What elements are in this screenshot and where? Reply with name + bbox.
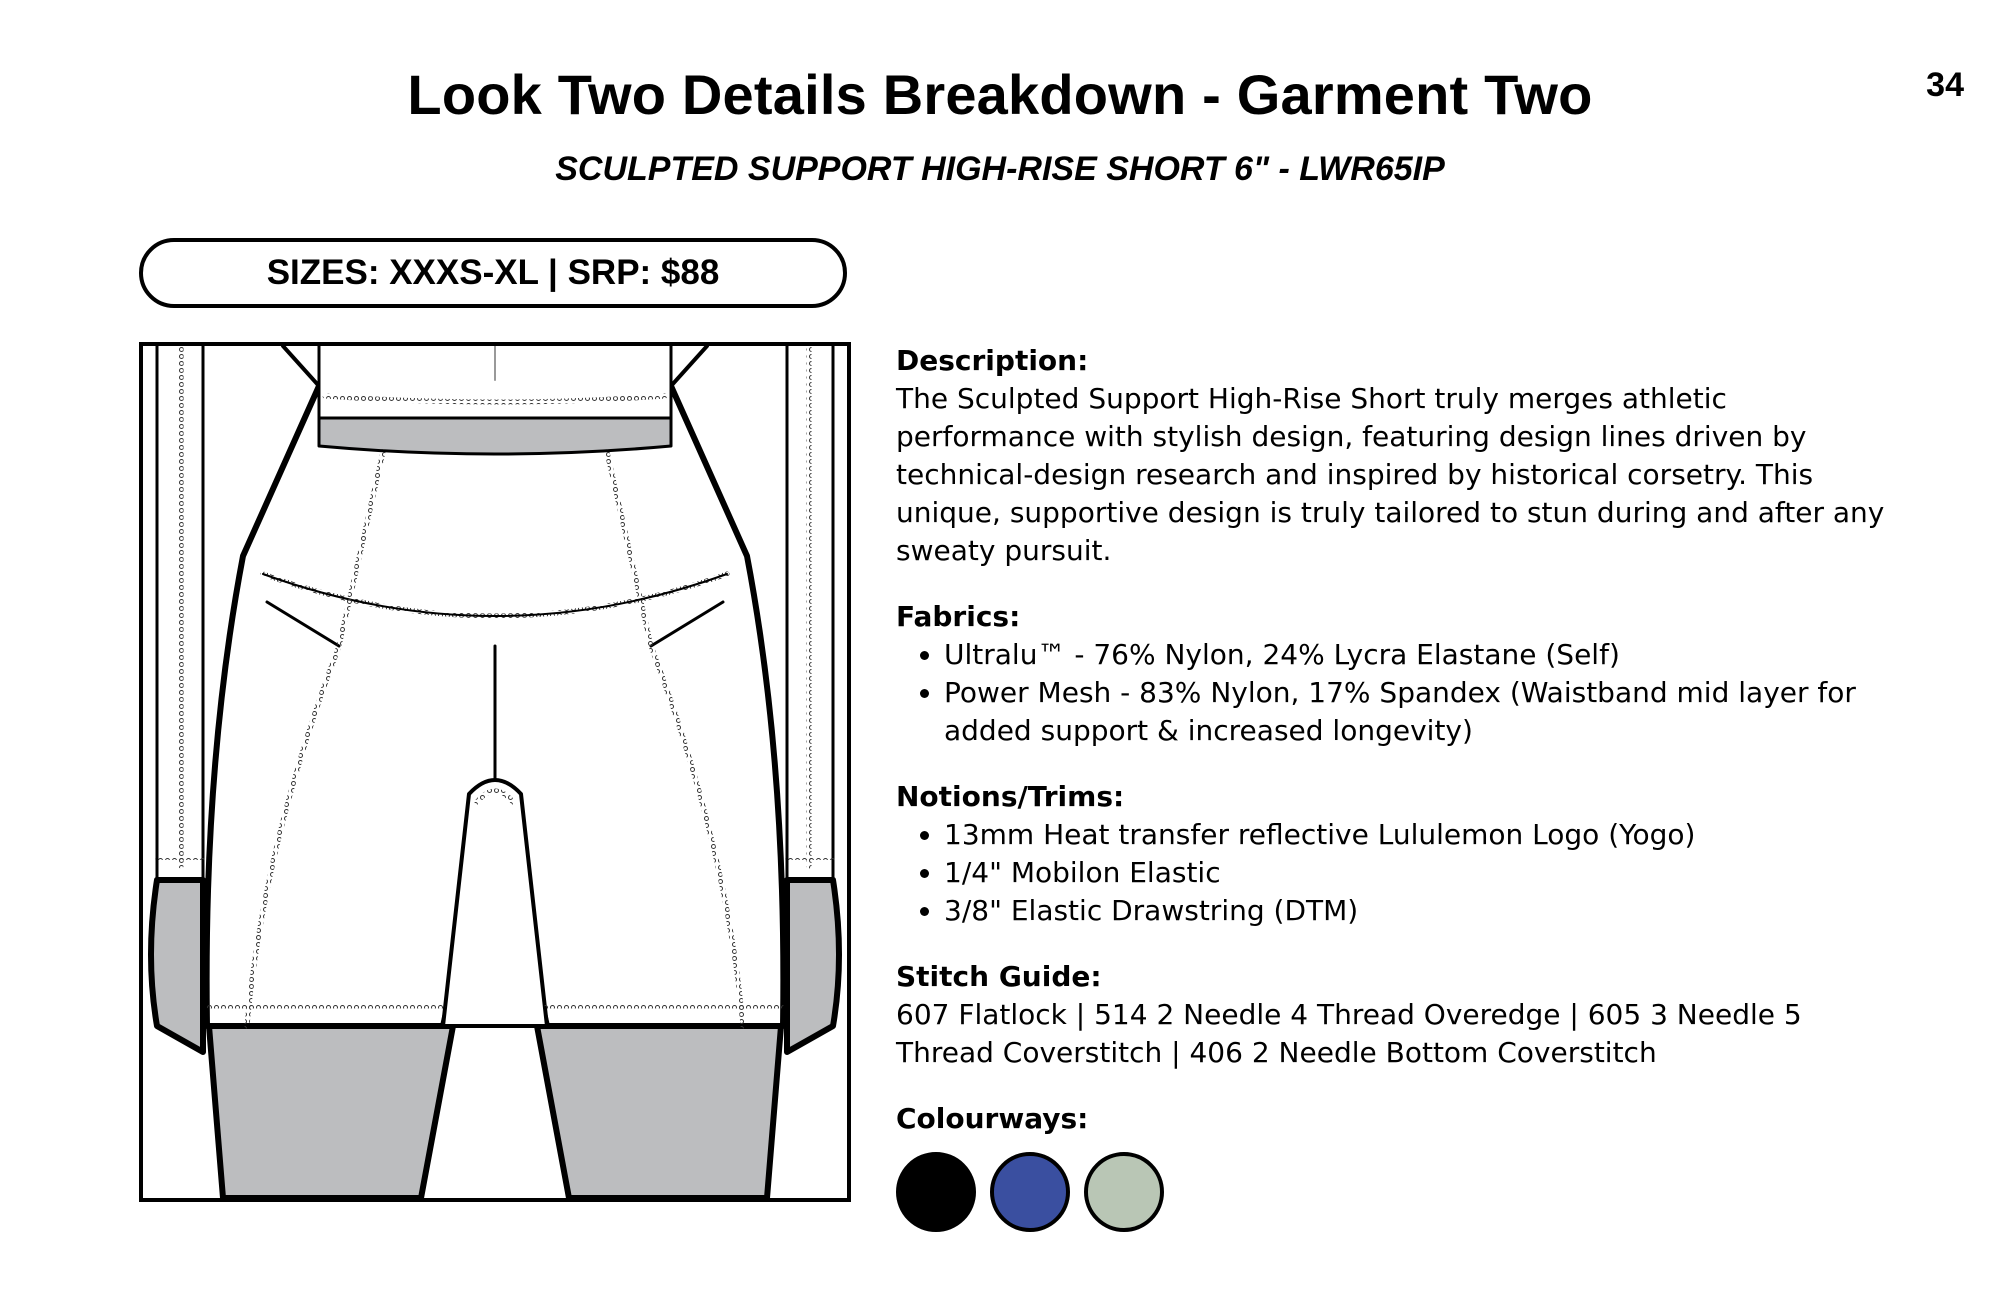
notions-section	[896, 778, 1896, 930]
notions-heading: Notions/Trims:	[896, 780, 1125, 813]
sizes-price-badge	[139, 238, 847, 308]
fabrics-heading: Fabrics:	[896, 600, 1021, 633]
description-section	[896, 342, 1896, 570]
stitch-guide-section	[896, 958, 1896, 1072]
colour-swatch-black	[896, 1152, 976, 1232]
colourway-swatches	[896, 1152, 1896, 1232]
notion-item: • 13mm Heat transfer reflective Lululemon Logo (Yogo)	[944, 816, 1896, 854]
page-number: 34	[1926, 66, 1964, 104]
page-title: Look Two Details Breakdown - Garment Two	[407, 63, 1593, 126]
fabrics-list	[896, 636, 1896, 750]
description-heading: Description:	[896, 344, 1089, 377]
description-text: The Sculpted Support High-Rise Short truly merges athletic performance with stylish design, featuring design lines driven by technical-design research and inspired by historical corsetry. This unique, supportive design is truly tailored to stun during and after any sweaty pursuit.	[896, 382, 1885, 567]
colour-swatch-blue	[990, 1152, 1070, 1232]
stitch-guide-heading: Stitch Guide:	[896, 960, 1102, 993]
fabric-item: • Ultralu™ - 76% Nylon, 24% Lycra Elastane (Self)	[944, 636, 1896, 674]
stitch-guide-text: 607 Flatlock | 514 2 Needle 4 Thread Overedge | 605 3 Needle 5 Thread Coverstitch | 406 2 Needle Bottom Coverstitch	[896, 998, 1802, 1069]
colour-swatch-sage	[1084, 1152, 1164, 1232]
sizes-price-text: SIZES: XXXS-XL | SRP: $88	[266, 253, 720, 292]
notion-item: • 1/4" Mobilon Elastic	[944, 854, 1896, 892]
garment-details	[896, 342, 1896, 1260]
notion-item: • 3/8" Elastic Drawstring (DTM)	[944, 892, 1896, 930]
fabric-item: • Power Mesh - 83% Nylon, 17% Spandex (Waistband mid layer for added support & increased longevity)	[944, 674, 1896, 750]
colourways-heading: Colourways:	[896, 1102, 1089, 1135]
notions-list	[896, 816, 1896, 930]
colourways-section	[896, 1100, 1896, 1232]
fabrics-section	[896, 598, 1896, 750]
product-subtitle: SCULPTED SUPPORT HIGH-RISE SHORT 6" - LWR65IP	[555, 150, 1445, 188]
garment-flat-sketch-icon	[143, 346, 847, 1198]
garment-sketch-frame	[139, 342, 851, 1202]
